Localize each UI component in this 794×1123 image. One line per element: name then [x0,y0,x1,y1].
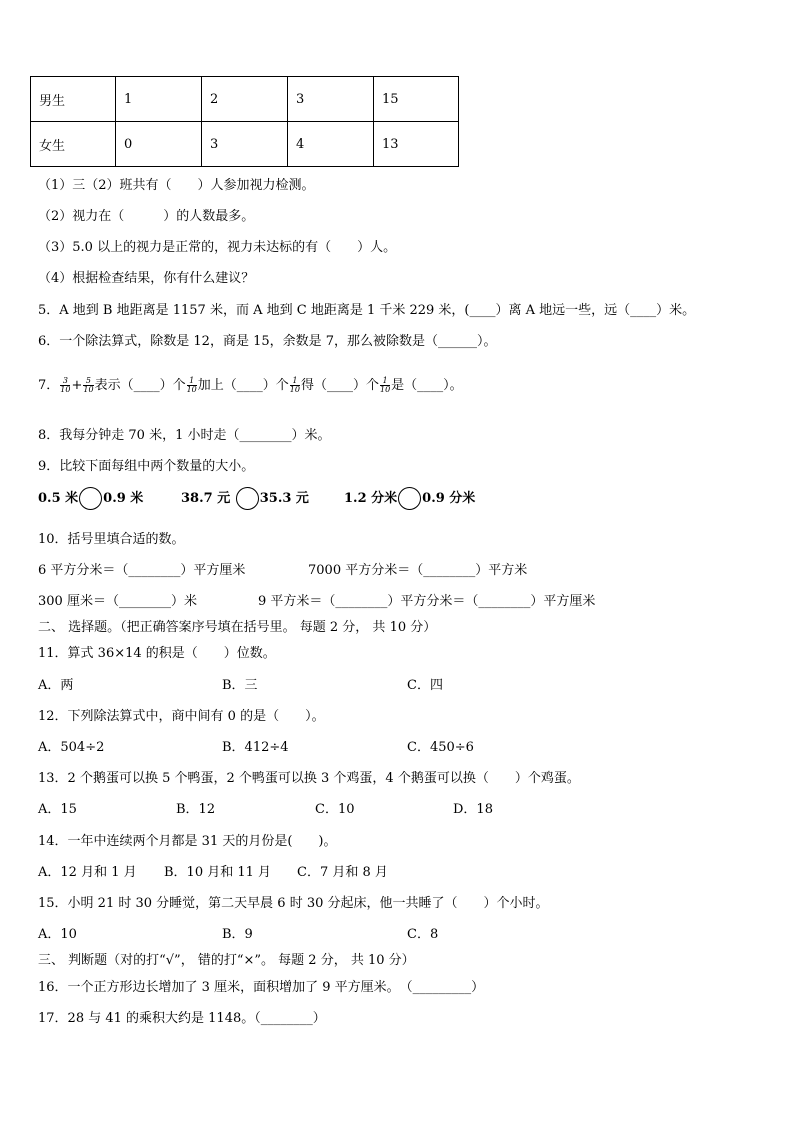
question-5: 5．A 地到 B 地距离是 1157 米，而 A 地到 C 地距离是 1 千米 229 米，(____）离 A 地远一些，远（____）米。 [38,303,696,318]
vision-data-table [30,76,459,167]
question-number: 7． [38,378,60,393]
question-15: 15．小明 21 时 30 分睡觉，第二天早晨 6 时 30 分起床，他一共睡了（ ）个小时。 [38,896,549,911]
compare-right: 0.9 分米 [422,491,476,506]
option-c[interactable]: C．8 [407,927,439,942]
table-cell: 13 [374,122,459,167]
table-cell: 4 [288,122,374,167]
question-7 [38,374,463,394]
option-a[interactable]: A．两 [38,678,74,693]
option-c[interactable]: C．450÷6 [407,740,474,755]
option-b[interactable]: B．三 [222,678,258,693]
table-cell: 3 [202,122,288,167]
question-10-c: 300 厘米＝（________）米 [38,594,197,609]
option-a[interactable]: A．10 [38,927,77,942]
section-2-title: 二、 选择题。（把正确答案序号填在括号里。 每题 2 分， 共 10 分） [38,620,437,635]
table-cell: 15 [374,77,459,122]
option-c[interactable]: C．7 月和 8 月 [297,865,388,880]
table-row [31,77,459,122]
question-text: 得（____）个 [300,378,379,393]
compare-group-2 [181,487,309,510]
question-4-part-2: （2）视力在（ ）的人数最多。 [38,209,255,224]
question-16: 16．一个正方形边长增加了 3 厘米，面积增加了 9 平方厘米。 （_________） [38,980,485,995]
option-a[interactable]: A．15 [38,802,77,817]
table-cell: 女生 [31,122,116,167]
question-text: 表示（____）个 [94,378,186,393]
question-text: 是（____）。 [391,378,463,393]
option-d[interactable]: D．18 [453,802,493,817]
question-10-d: 9 平方米＝（________）平方分米＝（________）平方厘米 [258,594,596,609]
table-cell: 3 [288,77,374,122]
question-4-part-3: （3）5.0 以上的视力是正常的，视力未达标的有（ ）人。 [38,240,397,255]
compare-right: 35.3 元 [259,491,309,506]
question-9: 9．比较下面每组中两个数量的大小。 [38,459,255,474]
compare-circle[interactable] [79,487,102,510]
question-17: 17．28 与 41 的乘积大约是 1148。（________） [38,1011,326,1026]
question-13: 13．2 个鹅蛋可以换 5 个鸭蛋，2 个鸭蛋可以换 3 个鸡蛋，4 个鹅蛋可以换（ ）个鸡蛋。 [38,771,580,786]
table-row [31,122,459,167]
table-cell: 男生 [31,77,116,122]
fraction: $\frac{1}{10}$ [186,376,197,394]
compare-left: 1.2 分米 [344,491,398,506]
question-14: 14．一年中连续两个月都是 31 天的月份是( )。 [38,834,337,849]
table-cell: 1 [116,77,202,122]
compare-circle[interactable] [398,487,421,510]
option-c[interactable]: C．四 [407,678,443,693]
option-b[interactable]: B．412÷4 [222,740,289,755]
question-6: 6．一个除法算式，除数是 12，商是 15，余数是 7，那么被除数是（______）。 [38,334,497,349]
option-b[interactable]: B．12 [176,802,216,817]
compare-group-1 [38,487,143,510]
question-10-a: 6 平方分米＝（________）平方厘米 [38,563,246,578]
option-a[interactable]: A．12 月和 1 月 [38,865,137,880]
question-12: 12．下列除法算式中，商中间有 0 的是（ ）。 [38,709,325,724]
question-text: 加上（____）个 [197,378,289,393]
option-b[interactable]: B．9 [222,927,253,942]
compare-left: 0.5 米 [38,491,79,506]
compare-group-3 [344,487,475,510]
question-11: 11．算式 36×14 的积是（ ）位数。 [38,646,276,661]
option-c[interactable]: C．10 [315,802,355,817]
question-4-part-1: （1）三（2）班共有（ ）人参加视力检测。 [38,178,315,193]
section-3-title: 三、 判断题（对的打“√”， 错的打“×”。 每题 2 分， 共 10 分） [38,953,415,968]
option-b[interactable]: B．10 月和 11 月 [164,865,272,880]
fraction: $\frac{3}{10}$ [60,376,71,394]
option-a[interactable]: A．504÷2 [38,740,105,755]
compare-left: 38.7 元 [181,491,231,506]
question-4-part-4: （4）根据检查结果，你有什么建议？ [38,271,255,286]
question-8: 8．我每分钟走 70 米，1 小时走（________）米。 [38,428,331,443]
compare-circle[interactable] [236,487,259,510]
table-cell: 2 [202,77,288,122]
table-cell: 0 [116,122,202,167]
fraction: $\frac{1}{10}$ [379,376,391,394]
fraction: $\frac{1}{10}$ [289,376,300,394]
fraction: $\frac{5}{10}$ [83,376,94,394]
question-10-b: 7000 平方分米＝（________）平方米 [308,563,528,578]
plus-sign: + [71,378,83,393]
question-10: 10．括号里填合适的数。 [38,532,185,547]
compare-right: 0.9 米 [103,491,144,506]
